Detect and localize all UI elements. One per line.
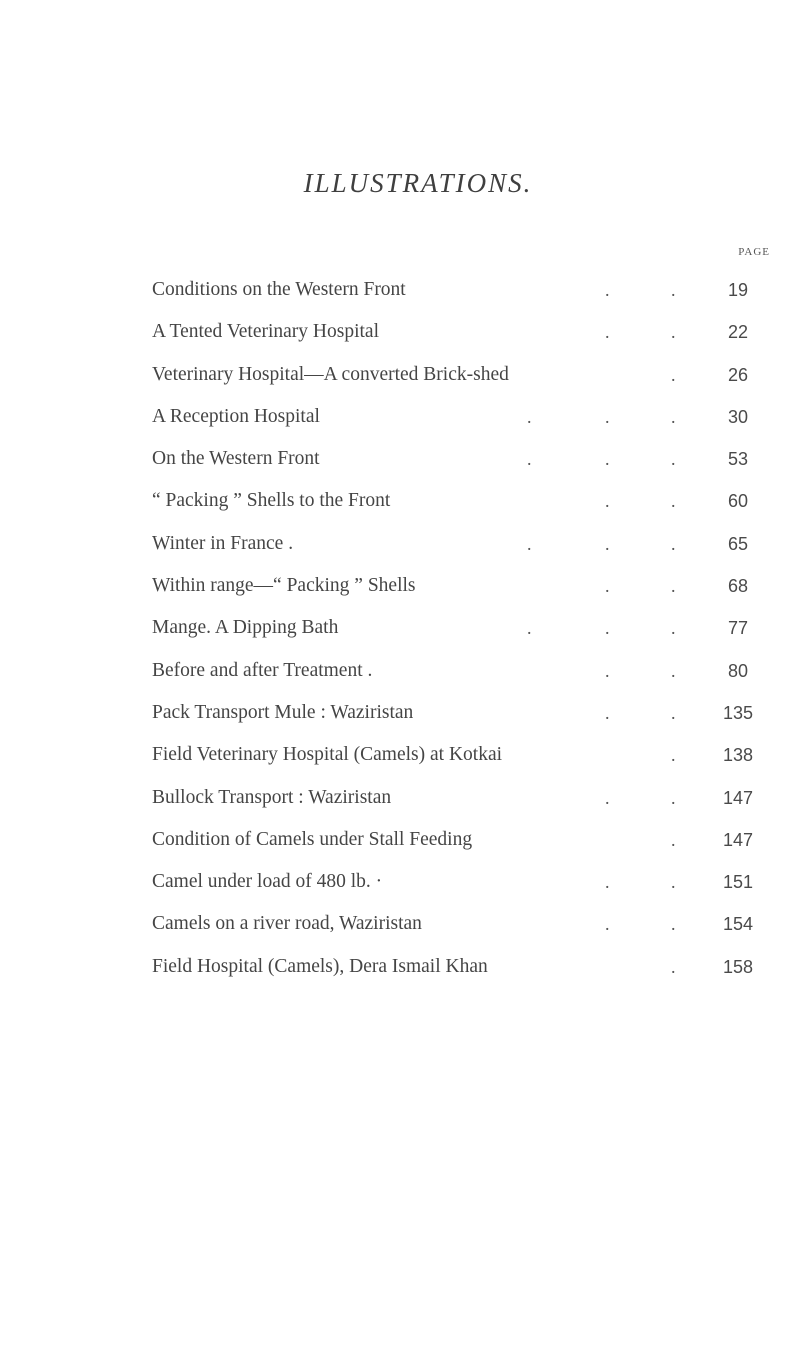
leader-dot: . [605,449,610,470]
list-item [152,565,772,607]
entry-page-number: 30 [727,406,749,427]
leader-dot: . [671,449,676,470]
entry-label: Conditions on the Western Front [152,279,406,300]
entry-label: Veterinary Hospital—A converted Brick-shed [152,363,509,385]
leader-dot: . [671,491,676,512]
leader-dot: . [605,660,610,681]
entry-label: Within range—“ Packing ” Shells [152,575,416,597]
leader-dot: . [671,829,676,850]
list-item [152,480,772,522]
entry-label: “ Packing ” Shells to the Front [152,490,391,512]
leader-dot: . [605,406,610,427]
entry-label: Camels on a river road, Waziristan [152,913,422,935]
entry-label: Camel under load of 480 lb. · [152,871,383,893]
leader-dot: . [527,618,532,639]
entry-page-number: 26 [727,364,749,385]
leader-dot: . [671,660,676,681]
leader-dot: . [527,449,532,470]
leader-dot: . [605,787,610,808]
leader-dot: . [605,702,610,723]
entry-page-number: 135 [722,702,754,723]
leader-dot: . [605,533,610,554]
leader-dot: . [671,364,676,385]
page-column-header: PAGE [738,246,770,258]
list-item [152,354,772,396]
leader-dot: . [671,322,676,343]
list-item [152,607,772,649]
leader-dot: . [671,702,676,723]
leader-dot: . [671,956,676,977]
leader-dot: . [605,914,610,935]
entry-page-number: 65 [727,533,749,554]
entry-page-number: 19 [727,280,749,300]
entry-page-number: 151 [722,872,754,893]
entry-page-number: 158 [722,956,754,977]
list-item [152,734,772,776]
entry-label: Field Hospital (Camels), Dera Ismail Khan [152,955,488,977]
entry-label: Winter in France . [152,532,294,554]
list-item [152,311,772,353]
entry-label: Before and after Treatment . [152,659,373,681]
leader-dot: . [671,914,676,935]
leader-dot: . [671,533,676,554]
entry-page-number: 147 [722,829,754,850]
entry-label: Condition of Camels under Stall Feeding [152,828,473,850]
leader-dot: . [671,872,676,893]
illustrations-list [152,269,772,988]
leader-dot: . [605,322,610,343]
list-item [152,819,772,861]
leader-dot: . [605,618,610,639]
leader-dot: . [527,406,532,427]
list-item [152,946,772,988]
list-item [152,777,772,819]
list-item [152,650,772,692]
leader-dot: . [527,533,532,554]
entry-label: A Reception Hospital [152,405,320,427]
list-item [152,903,772,945]
entry-label: Pack Transport Mule : Waziristan [152,701,414,723]
list-item [152,861,772,903]
entry-label: Field Veterinary Hospital (Camels) at Kotkai [152,744,503,766]
entry-page-number: 68 [727,576,749,597]
entry-page-number: 154 [722,914,754,935]
page-title: ILLUSTRATIONS. [303,168,533,198]
list-item [152,269,772,311]
list-item [152,523,772,565]
leader-dot: . [605,872,610,893]
entry-page-number: 138 [722,745,754,766]
leader-dot: . [671,618,676,639]
leader-dot: . [605,491,610,512]
leader-dot: . [605,280,610,300]
list-item [152,438,772,480]
leader-dot: . [671,576,676,597]
entry-label: Mange. A Dipping Bath [152,617,339,639]
entry-page-number: 147 [722,787,754,808]
entry-label: Bullock Transport : Waziristan [152,786,392,808]
leader-dot: . [671,787,676,808]
list-item [152,692,772,734]
entry-page-number: 77 [727,618,749,639]
entry-page-number: 80 [727,660,749,681]
entry-page-number: 60 [727,491,749,512]
entry-page-number: 22 [727,322,749,343]
entry-label: On the Western Front [152,448,320,470]
list-item [152,396,772,438]
leader-dot: . [671,406,676,427]
leader-dot: . [671,745,676,766]
leader-dot: . [605,576,610,597]
entry-label: A Tented Veterinary Hospital [152,321,379,343]
entry-page-number: 53 [727,449,749,470]
leader-dot: . [671,280,676,300]
